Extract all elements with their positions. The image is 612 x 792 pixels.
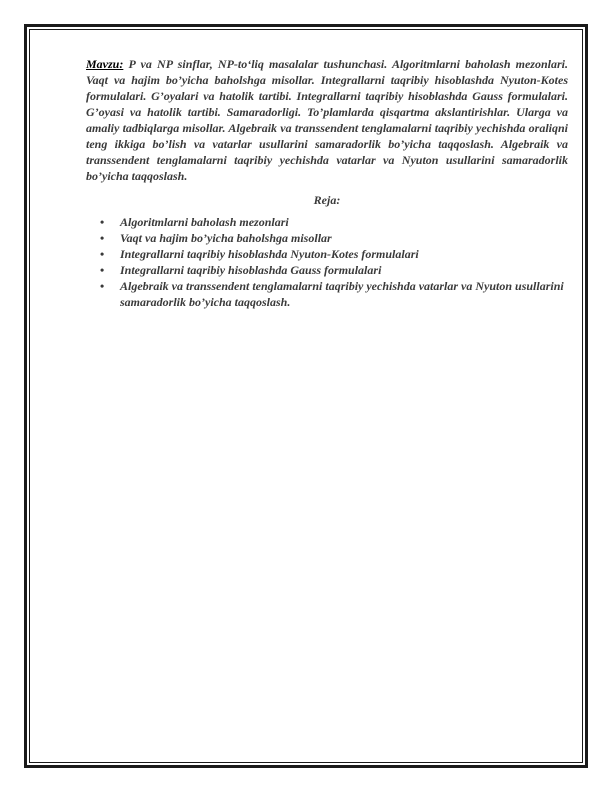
topic-label: Mavzu: [86, 57, 124, 71]
plan-title: Reja: [313, 193, 341, 207]
plan-item [86, 262, 568, 278]
plan-item-text: Algebraik va transsendent tenglamalarni taqribiy yechishda vatarlar va Nyuton usullarini samaradorlik bo’yicha taqqoslash. [120, 279, 564, 309]
bullet-icon: • [100, 279, 105, 293]
topic-paragraph [86, 56, 568, 184]
document-content [86, 56, 568, 310]
plan-item [86, 278, 568, 310]
bullet-icon: • [100, 231, 105, 245]
plan-item-text: Integrallarni taqribiy hisoblashda Nyuton-Kotes formulalari [120, 247, 419, 261]
bullet-icon: • [100, 247, 105, 261]
plan-list [86, 214, 568, 310]
plan-item [86, 246, 568, 262]
plan-item-text: Vaqt va hajim bo’yicha baholshga misollar [120, 231, 332, 245]
plan-item [86, 230, 568, 246]
bullet-icon: • [100, 215, 105, 229]
bullet-icon: • [100, 263, 105, 277]
plan-item-text: Algoritmlarni baholash mezonlari [120, 215, 289, 229]
plan-item [86, 214, 568, 230]
plan-item-text: Integrallarni taqribiy hisoblashda Gauss formulalari [120, 263, 382, 277]
topic-text: P va NP sinflar, NP-to‘liq masalalar tushunchasi. Algoritmlarni baholash mezonlari. Vaqt va hajim bo’yicha baholshga misollar. Integrallarni taqribiy hisoblashda Nyuton-Kotes formulalari. G’oyalari va hatolik tartibi. Integrallarni taqribiy hisoblashda Gauss formulalari. G’oyasi va hatolik tartibi. Samaradorligi. To’plamlarda qisqartma akslantirishlar. Ularga va amaliy tadbiqlarga misollar. Algebraik va transsendent tenglamalarni taqribiy yechishda oraliqni teng ikkiga bo’lish va vatarlar usullarini samaradorlik bo’yicha taqqoslash. Algebraik va transsendent tenglamalarni taqribiy yechishda vatarlar va Nyuton usullarini samaradorlik bo’yicha taqqoslash. [86, 57, 568, 183]
